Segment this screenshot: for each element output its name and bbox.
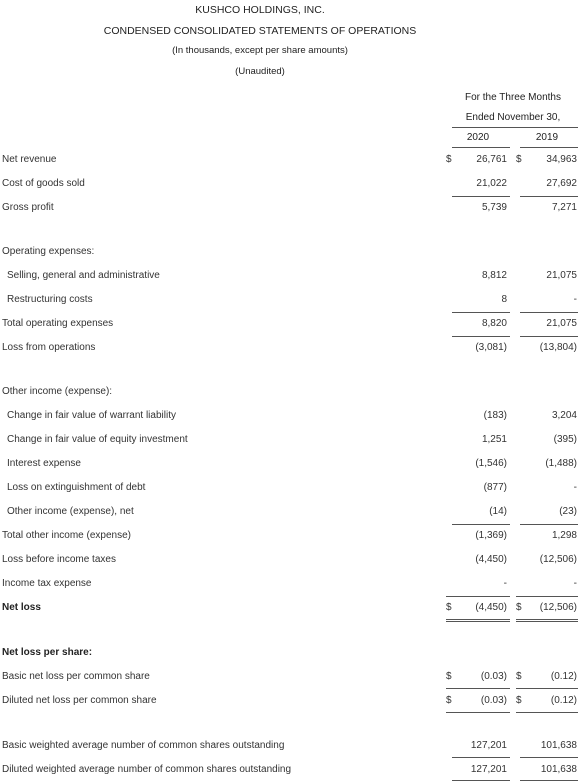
value-2020: 26,761 — [476, 154, 507, 165]
row-label: Diluted net loss per common share — [2, 695, 157, 706]
table-row — [0, 695, 588, 709]
currency-symbol: $ — [516, 602, 522, 613]
table-row — [0, 410, 588, 424]
table-row — [0, 578, 588, 592]
section-heading — [0, 647, 588, 661]
value-2020: (0.03) — [480, 671, 507, 682]
currency-symbol: $ — [446, 154, 452, 165]
value-2019: (13,804) — [539, 342, 577, 353]
value-2020: (183) — [483, 410, 507, 421]
table-row — [0, 530, 588, 544]
value-2020: (877) — [483, 482, 507, 493]
total-rule-2020 — [446, 688, 510, 689]
row-label: Basic weighted average number of common shares outstanding — [2, 740, 285, 751]
table-row — [0, 671, 588, 685]
row-label: Net loss — [2, 602, 41, 613]
value-2019: (12,506) — [539, 554, 577, 565]
subtotal-rule-2020 — [452, 524, 510, 525]
table-row — [0, 764, 588, 778]
subtotal-rule-2020 — [452, 336, 510, 337]
value-2020: (1,546) — [475, 458, 507, 469]
year-2020-heading: 2020 — [466, 132, 490, 143]
value-2019: - — [573, 482, 577, 493]
total-rule-2019 — [516, 619, 578, 620]
value-2019: 1,298 — [551, 530, 577, 541]
value-2019: 27,692 — [546, 178, 577, 189]
value-2020: (0.03) — [480, 695, 507, 706]
row-label: Basic net loss per common share — [2, 671, 150, 682]
value-2020: (1,369) — [475, 530, 507, 541]
value-2020: 8,820 — [481, 318, 507, 329]
value-2019: - — [573, 294, 577, 305]
table-row — [0, 270, 588, 284]
value-2020: 127,201 — [470, 740, 507, 751]
table-row — [0, 506, 588, 520]
value-2020: (3,081) — [475, 342, 507, 353]
subtotal-rule-2020 — [452, 312, 510, 313]
value-2019: 7,271 — [551, 202, 577, 213]
value-2019: 3,204 — [551, 410, 577, 421]
currency-symbol: $ — [446, 671, 452, 682]
audit-note: (Unaudited) — [235, 66, 285, 77]
currency-symbol: $ — [516, 671, 522, 682]
value-2020: - — [503, 578, 507, 589]
table-row — [0, 294, 588, 308]
value-2020: (14) — [489, 506, 507, 517]
row-label: Change in fair value of equity investment — [7, 434, 188, 445]
row-label: Interest expense — [7, 458, 81, 469]
value-2020: 1,251 — [481, 434, 507, 445]
currency-symbol: $ — [516, 154, 522, 165]
total-rule-2020 — [446, 712, 510, 713]
table-row — [0, 740, 588, 754]
value-2020: 8 — [501, 294, 507, 305]
value-2020: (4,450) — [475, 554, 507, 565]
section-heading — [0, 246, 588, 260]
value-2019: (395) — [553, 434, 577, 445]
value-2019: 34,963 — [546, 154, 577, 165]
company-name: KUSHCO HOLDINGS, INC. — [195, 4, 325, 16]
total-rule-2019 — [516, 712, 578, 713]
table-row — [0, 434, 588, 448]
total-double-rule-2019 — [516, 621, 578, 622]
row-label: Loss before income taxes — [2, 554, 116, 565]
row-label: Gross profit — [2, 202, 54, 213]
subtotal-rule-2019 — [520, 524, 578, 525]
statement-title: CONDENSED CONSOLIDATED STATEMENTS OF OPERATIONS — [103, 25, 417, 37]
total-rule-2020 — [452, 780, 510, 781]
row-label: Other income (expense): — [2, 386, 113, 397]
table-row — [0, 202, 588, 216]
row-label: Total operating expenses — [2, 318, 114, 329]
value-2020: 21,022 — [476, 178, 507, 189]
year-2019-rule — [520, 147, 578, 148]
table-row — [0, 154, 588, 168]
units-note: (In thousands, except per share amounts) — [172, 45, 348, 56]
period-heading-line2: Ended November 30, — [465, 112, 561, 123]
table-row — [0, 458, 588, 472]
value-2019: 101,638 — [540, 764, 577, 775]
row-label: Loss on extinguishment of debt — [7, 482, 146, 493]
row-label: Diluted weighted average number of common shares outstanding — [2, 764, 292, 775]
subtotal-rule-2019 — [520, 336, 578, 337]
row-label: Change in fair value of warrant liability — [7, 410, 176, 421]
table-row — [0, 318, 588, 332]
value-2019: 21,075 — [546, 318, 577, 329]
subtotal-rule-2019 — [520, 196, 578, 197]
row-label: Other income (expense), net — [7, 506, 134, 517]
period-heading-rule — [452, 127, 578, 128]
currency-symbol: $ — [516, 695, 522, 706]
value-2020: (4,450) — [475, 602, 507, 613]
table-row — [0, 342, 588, 356]
row-label: Restructuring costs — [7, 294, 93, 305]
currency-symbol: $ — [446, 695, 452, 706]
section-heading — [0, 386, 588, 400]
value-2019: (1,488) — [545, 458, 577, 469]
total-rule-2019 — [520, 757, 578, 758]
value-2019: (23) — [559, 506, 577, 517]
currency-symbol: $ — [446, 602, 452, 613]
value-2020: 127,201 — [470, 764, 507, 775]
row-label: Total other income (expense) — [2, 530, 131, 541]
row-label: Cost of goods sold — [2, 178, 85, 189]
subtotal-rule-2019 — [516, 596, 578, 597]
value-2019: (0.12) — [550, 671, 577, 682]
year-2020-rule — [452, 147, 510, 148]
value-2019: (12,506) — [539, 602, 577, 613]
row-label: Income tax expense — [2, 578, 92, 589]
table-row — [0, 482, 588, 496]
row-label: Net revenue — [2, 154, 57, 165]
year-2019-heading: 2019 — [535, 132, 559, 143]
table-row — [0, 554, 588, 568]
subtotal-rule-2019 — [520, 312, 578, 313]
subtotal-rule-2020 — [446, 596, 510, 597]
total-rule-2019 — [520, 780, 578, 781]
value-2019: (0.12) — [550, 695, 577, 706]
total-rule-2020 — [452, 757, 510, 758]
row-label: Operating expenses: — [2, 246, 95, 257]
total-rule-2019 — [516, 688, 578, 689]
total-double-rule-2020 — [446, 621, 510, 622]
value-2019: - — [573, 578, 577, 589]
table-row — [0, 178, 588, 192]
value-2019: 21,075 — [546, 270, 577, 281]
subtotal-rule-2020 — [452, 196, 510, 197]
value-2019: 101,638 — [540, 740, 577, 751]
row-label: Loss from operations — [2, 342, 96, 353]
value-2020: 5,739 — [481, 202, 507, 213]
row-label: Net loss per share: — [2, 647, 93, 658]
table-row — [0, 602, 588, 616]
row-label: Selling, general and administrative — [7, 270, 160, 281]
period-heading-line1: For the Three Months — [465, 92, 561, 103]
value-2020: 8,812 — [481, 270, 507, 281]
total-rule-2020 — [446, 619, 510, 620]
